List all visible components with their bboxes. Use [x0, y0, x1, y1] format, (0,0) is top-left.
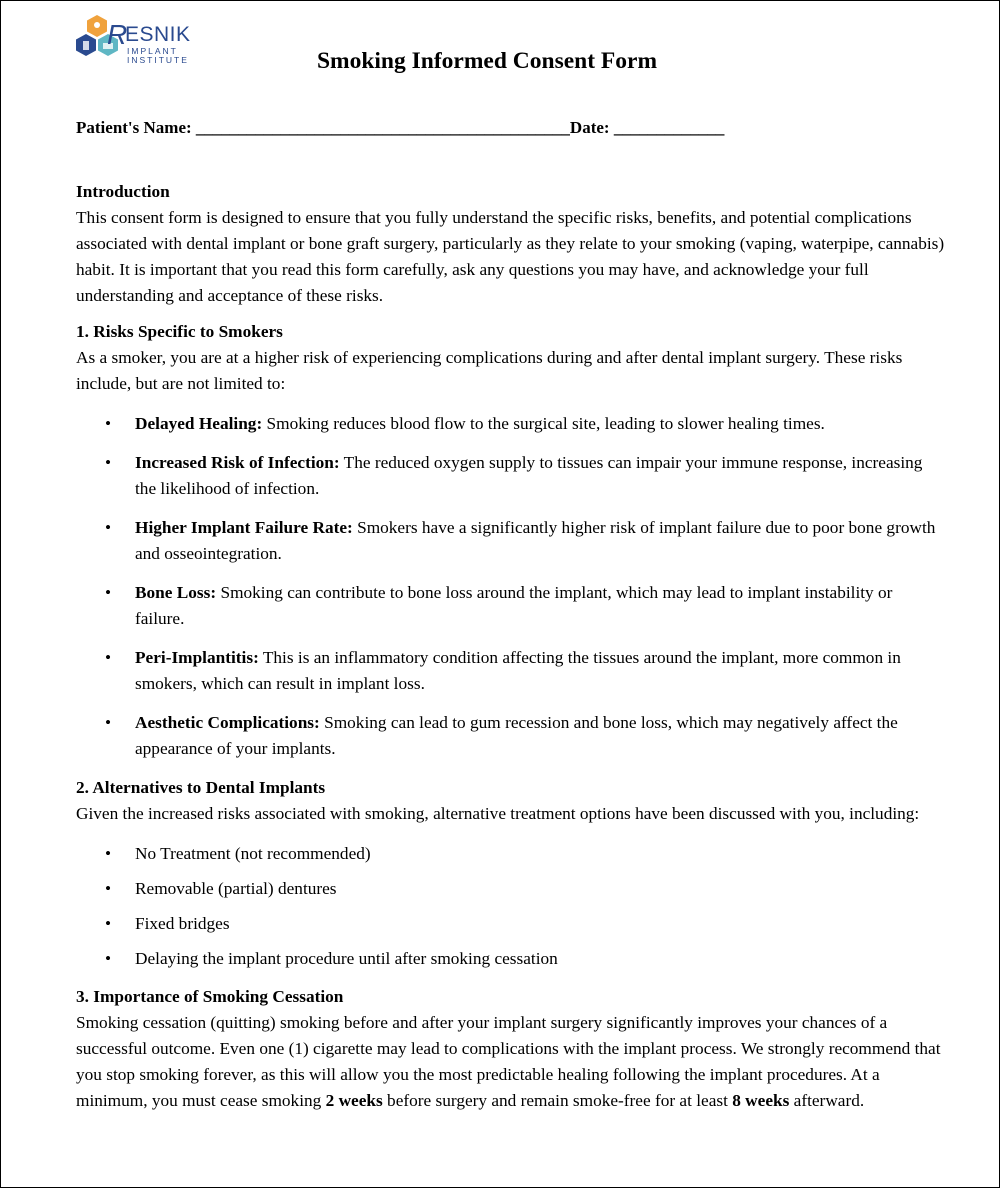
list-item: • No Treatment (not recommended)	[76, 841, 946, 867]
date-label: Date:	[569, 118, 610, 137]
section3-text	[76, 1010, 946, 1114]
patient-name-field[interactable]: ____________________________________________	[195, 118, 570, 137]
risk-term: Delayed Healing:	[135, 414, 263, 433]
risk-term: Bone Loss:	[135, 583, 217, 602]
section2-heading: 2. Alternatives to Dental Implants	[76, 778, 326, 797]
risk-term: Peri-Implantitis:	[135, 648, 259, 667]
risk-list	[76, 411, 946, 762]
section3-bold-b: 8 weeks	[732, 1091, 790, 1110]
list-item: • Removable (partial) dentures	[76, 876, 946, 902]
section3-heading: 3. Importance of Smoking Cessation	[76, 987, 344, 1006]
list-item	[76, 710, 946, 762]
intro-text: This consent form is designed to ensure that you fully understand the specific risks, benefits, and potential complications associated with dental implant or bone graft surgery, particularly as they relate to your smoking (vaping, waterpipe, cannabis) habit. It is important that you read this form carefully, ask any questions you may have, and acknowledge your full understanding and acceptance of these risks.	[76, 208, 945, 305]
logo-r-letter: R	[107, 19, 128, 50]
list-item: • Fixed bridges	[76, 911, 946, 937]
form-body	[76, 179, 946, 1114]
list-item: • Delaying the implant procedure until after smoking cessation	[76, 946, 946, 972]
section3-text-b: before surgery and remain smoke-free for at least	[382, 1091, 733, 1110]
section1-heading: 1. Risks Specific to Smokers	[76, 322, 283, 341]
intro-heading: Introduction	[76, 182, 170, 201]
risk-desc: Smokers have a significantly higher risk of implant failure due to poor bone growth and osseointegration.	[135, 518, 936, 563]
risk-desc: The reduced oxygen supply to tissues can impair your immune response, increasing the likelihood of infection.	[135, 453, 923, 498]
list-item	[76, 645, 946, 697]
risk-desc: This is an inflammatory condition affecting the tissues around the implant, more common in smokers, which can result in implant loss.	[135, 648, 901, 693]
risk-term: Higher Implant Failure Rate:	[135, 518, 353, 537]
list-item	[76, 580, 946, 632]
risk-desc: Smoking reduces blood flow to the surgical site, leading to slower healing times.	[262, 414, 825, 433]
list-item	[76, 411, 946, 437]
alternatives-list	[76, 841, 946, 972]
date-field[interactable]: _____________	[613, 118, 725, 137]
section2-text: Given the increased risks associated with smoking, alternative treatment options have been discussed with you, including:	[76, 804, 920, 823]
list-item	[76, 515, 946, 567]
logo-sub-institute: INSTITUTE	[127, 55, 189, 65]
section3-bold-a: 2 weeks	[325, 1091, 383, 1110]
patient-name-label: Patient's Name:	[76, 118, 192, 137]
risk-term: Aesthetic Complications:	[135, 713, 320, 732]
list-item	[76, 450, 946, 502]
risk-desc: Smoking can contribute to bone loss around the implant, which may lead to implant instability or failure.	[135, 583, 893, 628]
risk-term: Increased Risk of Infection:	[135, 453, 340, 472]
section3-text-a: Smoking cessation (quitting) smoking before and after your implant surgery significantly improves your chances of a successful outcome. Even one (1) cigarette may lead to complications with the implant process. We strongly recommend that you stop smoking forever, as this will allow you the most predictable healing following the implant procedures. At a minimum, you must cease smoking	[76, 1013, 941, 1110]
risk-desc: Smoking can lead to gum recession and bone loss, which may negatively affect the appearance of your implants.	[135, 713, 898, 758]
section3-text-c: afterward.	[789, 1091, 865, 1110]
patient-info-line	[76, 118, 724, 138]
logo-wordmark: ESNIK	[125, 23, 191, 46]
page-title: Smoking Informed Consent Form	[316, 48, 658, 74]
section1-text: As a smoker, you are at a higher risk of experiencing complications during and after dental implant surgery. These risks include, but are not limited to:	[76, 348, 903, 393]
logo-sub-implant: IMPLANT	[127, 46, 178, 56]
